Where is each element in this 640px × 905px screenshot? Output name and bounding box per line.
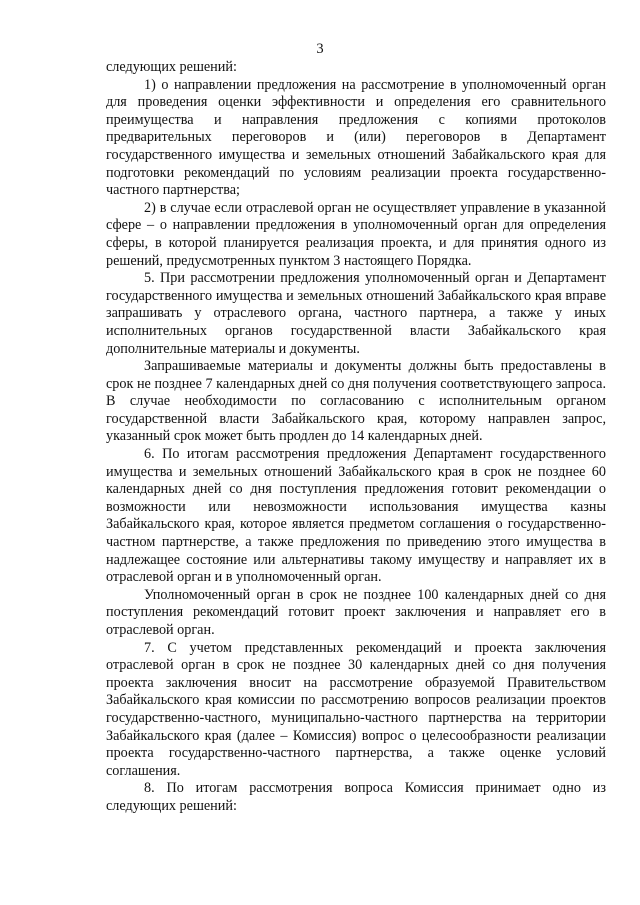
paragraph-item-7: 7. С учетом представленных рекомендаций и проекта заключения отраслевой орган в срок не позднее 30 календарных дней со дня получения проекта заключения вносит на рассмотрение образуемой Правительством Забайкальского края комиссии по рассмотрению вопросов реализации проектов государственно-частного, муниципально-частного партнерства на территории Забайкальского края (далее – Комиссия) вопрос о целесообразности реализации проекта государственно-частного партнерства, а также оценке условий соглашения. xyxy=(106,639,606,779)
paragraph-item-6: 6. По итогам рассмотрения предложения Департамент государственного имущества и земельных отношений Забайкальского края в срок не позднее 60 календарных дней со дня поступления предложения готовит рекомендации о возможности или невозможности использования имущества казны Забайкальского края, которое является предметом соглашения о государственно-частном партнерстве, а также предложения по приведению этого имущества в надлежащее состояние или альтернативы такому имуществу и направляет их в отраслевой орган и в уполномоченный орган. xyxy=(106,446,606,586)
paragraph-item-8: 8. По итогам рассмотрения вопроса Комиссия принимает одно из следующих решений: xyxy=(106,780,606,814)
paragraph-continuation: следующих решений: xyxy=(106,59,237,75)
paragraph-subitem-2: 2) в случае если отраслевой орган не осуществляет управление в указанной сфере – о направлении предложения в уполномоченный орган для определения сферы, в которой планируется реализация проекта, и для принятия одного из решений, предусмотренных пунктом 3 настоящего Порядка. xyxy=(106,199,606,269)
page-number: 3 xyxy=(316,41,324,57)
paragraph-item-5: 5. При рассмотрении предложения уполномоченный орган и Департамент государственного имущества и земельных отношений Забайкальского края вправе запрашивать у отраслевого органа, частного партнера, а также у иных исполнительных органов государственной власти Забайкальского края дополнительные материалы и документы. xyxy=(106,270,606,357)
paragraph-subitem-1: 1) о направлении предложения на рассмотрение в уполномоченный орган для проведения оценки эффективности и определения его сравнительного преимущества и направления предложения с копиями протоколов предварительных переговоров и (или) переговоров в Департамент государственного имущества и земельных отношений Забайкальского края для подготовки рекомендаций по условиям реализации проекта государственно-частного партнерства; xyxy=(106,76,606,199)
document-body xyxy=(106,59,606,816)
paragraph-item-6-conclusion: Уполномоченный орган в срок не позднее 100 календарных дней со дня поступления рекомендаций готовит проект заключения и направляет его в отраслевой орган. xyxy=(106,586,606,638)
paragraph-item-5-requests: Запрашиваемые материалы и документы должны быть предоставлены в срок не позднее 7 календарных дней со дня получения соответствующего запроса. В случае необходимости по согласованию с исполнительным органом государственной власти Забайкальского края, которому направлен запрос, указанный срок может быть продлен до 14 календарных дней. xyxy=(106,358,606,445)
